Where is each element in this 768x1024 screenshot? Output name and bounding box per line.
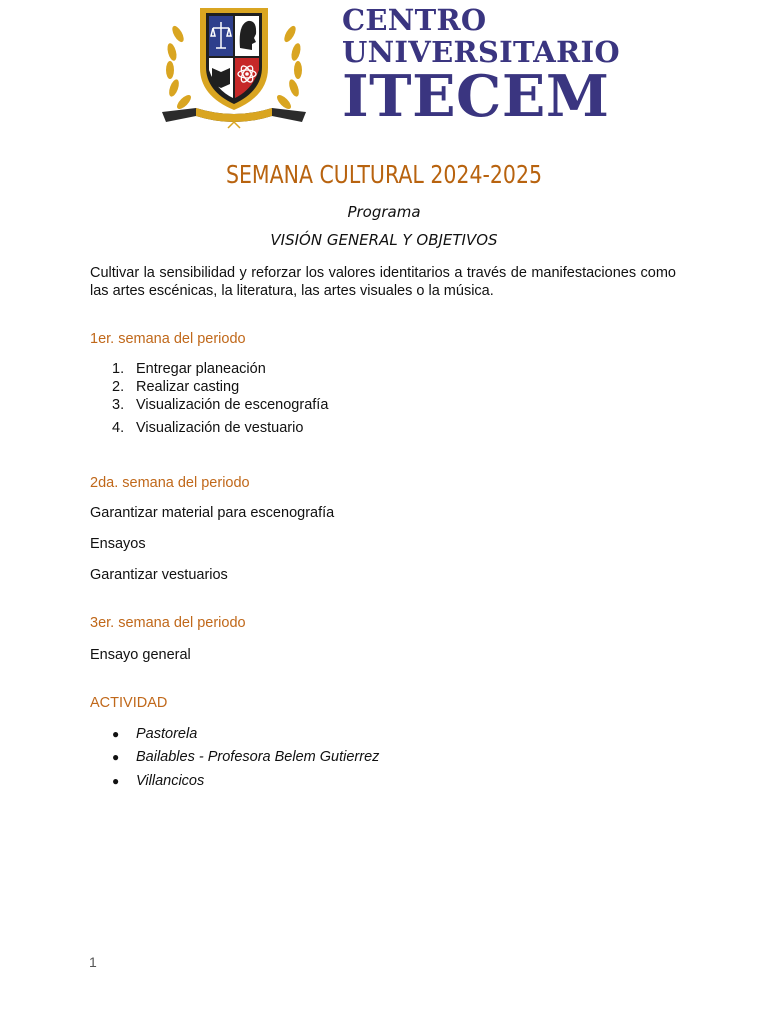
- subtitle-vision: VISIÓN GENERAL Y OBJETIVOS: [270, 231, 498, 249]
- list-item-text: Villancicos: [136, 773, 205, 789]
- week2-item-ensayos: Ensayos: [90, 536, 146, 552]
- brand-wordmark: [342, 3, 620, 130]
- page-title: SEMANA CULTURAL 2024-2025: [225, 160, 543, 189]
- list-item-text: Pastorela: [136, 726, 198, 742]
- list-item: [112, 420, 303, 436]
- list-item-text: Visualización de vestuario: [136, 420, 304, 436]
- week3-heading: 3er. semana del periodo: [90, 615, 246, 631]
- week1-heading: 1er. semana del periodo: [90, 331, 246, 347]
- list-item: [112, 726, 197, 742]
- university-crest-icon: [156, 4, 312, 130]
- subtitle-programa: Programa: [347, 203, 421, 221]
- list-item: [112, 397, 328, 413]
- list-item: [112, 379, 239, 395]
- week2-item-material: Garantizar material para escenografía: [90, 505, 335, 521]
- list-item-text: Bailables - Profesora Belem Gutierrez: [136, 749, 380, 765]
- brand-line-itecem: ITECEM: [342, 63, 610, 130]
- brand-line-centro: CENTRO: [342, 3, 487, 37]
- brand-line-universitario: UNIVERSITARIO: [342, 35, 620, 69]
- list-number: 2.: [112, 379, 125, 395]
- week2-item-vestuarios: Garantizar vestuarios: [90, 567, 228, 583]
- page-number: 1: [89, 954, 97, 970]
- bullet-icon: ●: [112, 774, 120, 788]
- bullet-icon: ●: [112, 750, 120, 764]
- list-number: 1.: [112, 361, 125, 377]
- intro-paragraph: Cultivar la sensibilidad y reforzar los valores identitarios a través de manifestaciones como las artes escénicas, la literatura, las artes visuales o la música.: [90, 265, 676, 299]
- list-item: [112, 361, 266, 377]
- bullet-icon: ●: [112, 727, 120, 741]
- activity-heading: ACTIVIDAD: [90, 695, 168, 711]
- list-item-text: Entregar planeación: [136, 361, 266, 377]
- list-item: [112, 749, 379, 765]
- document-header: [0, 0, 768, 135]
- week2-heading: 2da. semana del periodo: [90, 475, 250, 491]
- list-item-text: Realizar casting: [136, 379, 240, 395]
- list-number: 3.: [112, 397, 125, 413]
- list-item-text: Visualización de escenografía: [136, 397, 329, 413]
- week3-item-ensayo-general: Ensayo general: [90, 647, 191, 663]
- list-number: 4.: [112, 420, 125, 436]
- list-item: [112, 773, 204, 789]
